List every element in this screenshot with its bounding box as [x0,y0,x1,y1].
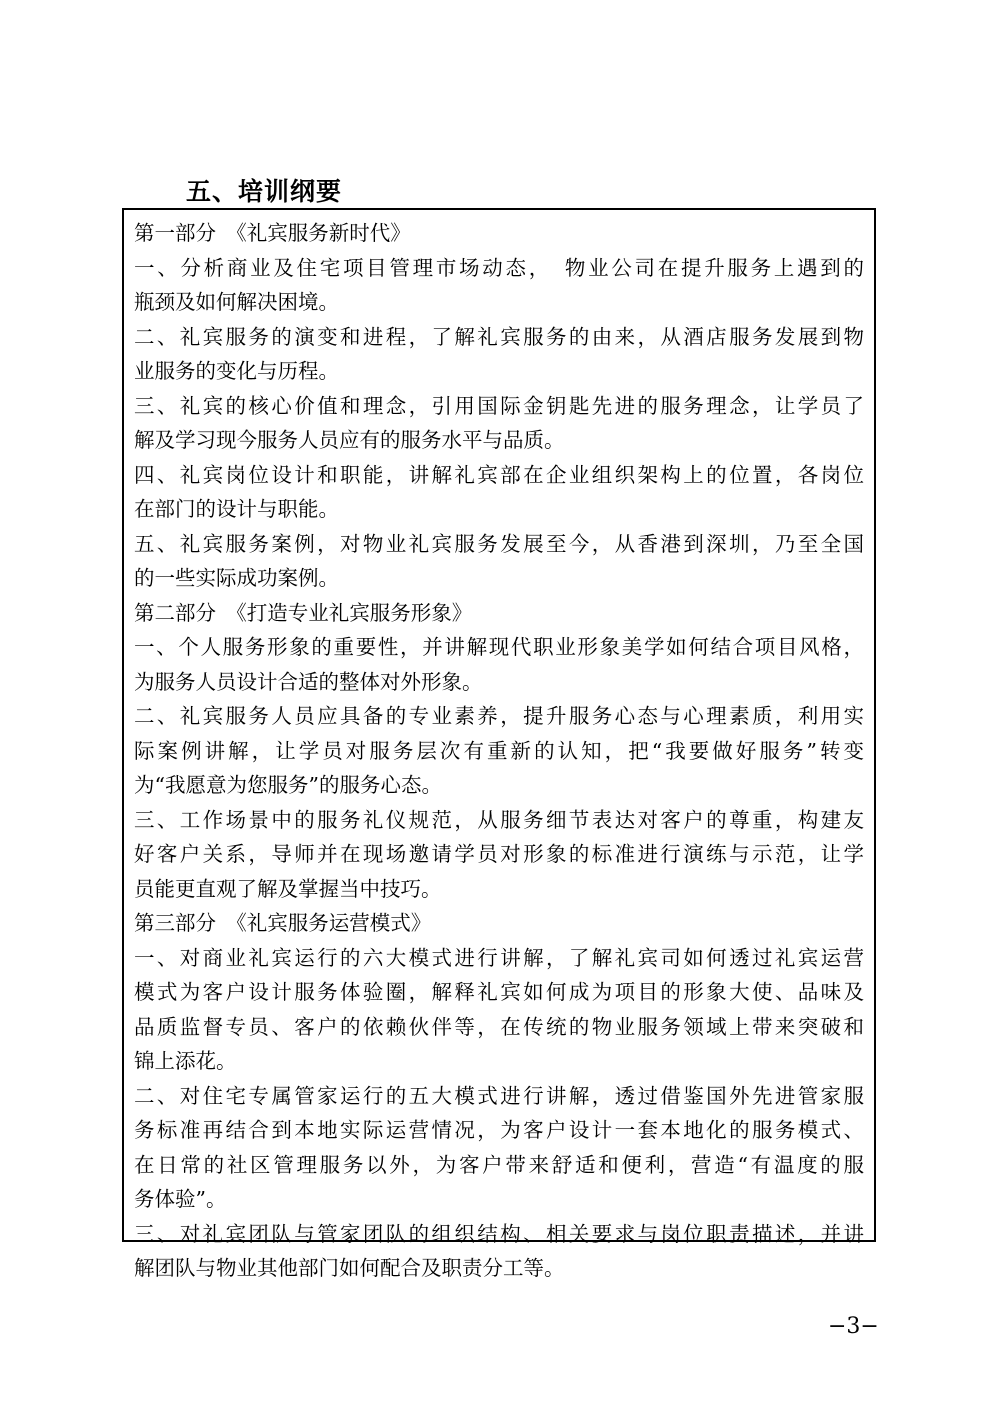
outline-line: 一、分析商业及住宅项目管理市场动态， 物业公司在提升服务上遇到的 [134,255,864,280]
outline-line: 五、礼宾服务案例，对物业礼宾服务发展至今，从香港到深圳，乃至全国 [134,531,864,556]
outline-line: 务体验”。 [134,1187,227,1211]
outline-line: 三、工作场景中的服务礼仪规范，从服务细节表达对客户的尊重，构建友 [134,807,864,832]
outline-table [122,208,876,1280]
outline-line: 际案例讲解，让学员对服务层次有重新的认知，把“我要做好服务”转变 [134,738,864,763]
page-number: −3− [828,1314,879,1339]
outline-line: 为服务人员设计合适的整体对外形象。 [134,669,483,694]
outline-line: 三、对礼宾团队与管家团队的组织结构、相关要求与岗位职责描述，并讲 [134,1221,864,1246]
outline-line: 在日常的社区管理服务以外，为客户带来舒适和便利，营造“有温度的服 [134,1152,864,1177]
outline-line: 好客户关系，导师并在现场邀请学员对形象的标准进行演练与示范，让学 [134,842,864,866]
outline-line: 业服务的变化与历程。 [134,359,339,383]
outline-line: 在部门的设计与职能。 [134,497,339,521]
part-heading: 第二部分 《打造专业礼宾服务形象》 [134,600,473,625]
outline-line: 二、礼宾服务的演变和进程，了解礼宾服务的由来，从酒店服务发展到物 [134,324,864,349]
outline-line: 为“我愿意为您服务”的服务心态。 [134,773,442,797]
outline-line: 二、礼宾服务人员应具备的专业素养，提升服务心态与心理素质，利用实 [134,704,864,728]
part-heading: 第三部分 《礼宾服务运营模式》 [134,911,432,935]
outline-line: 锦上添花。 [134,1049,237,1073]
outline-line: 四、礼宾岗位设计和职能，讲解礼宾部在企业组织架构上的位置，各岗位 [134,462,864,487]
outline-line: 的一些实际成功案例。 [134,566,339,590]
outline-line: 一、对商业礼宾运行的六大模式进行讲解，了解礼宾司如何透过礼宾运营 [134,945,864,970]
outline-line: 三、礼宾的核心价值和理念，引用国际金钥匙先进的服务理念，让学员了 [134,393,864,418]
outline-line: 瓶颈及如何解决困境。 [134,290,339,314]
section-heading: 五、培训纲要 [186,177,343,206]
outline-line: 解团队与物业其他部门如何配合及职责分工等。 [134,1256,565,1280]
outline-lines [134,216,864,1286]
outline-line: 品质监督专员、客户的依赖伙伴等，在传统的物业服务领域上带来突破和 [134,1014,864,1039]
part-heading: 第一部分 《礼宾服务新时代》 [134,221,411,245]
outline-line: 模式为客户设计服务体验圈，解释礼宾如何成为项目的形象大使、品味及 [134,980,864,1004]
outline-line: 员能更直观了解及掌握当中技巧。 [134,876,442,901]
outline-line: 务标准再结合到本地实际运营情况，为客户设计一套本地化的服务模式、 [134,1118,864,1142]
outline-line: 一、个人服务形象的重要性，并讲解现代职业形象美学如何结合项目风格， [134,635,864,659]
outline-line: 解及学习现今服务人员应有的服务水平与品质。 [134,428,565,452]
outline-line: 二、对住宅专属管家运行的五大模式进行讲解，透过借鉴国外先进管家服 [134,1083,864,1108]
